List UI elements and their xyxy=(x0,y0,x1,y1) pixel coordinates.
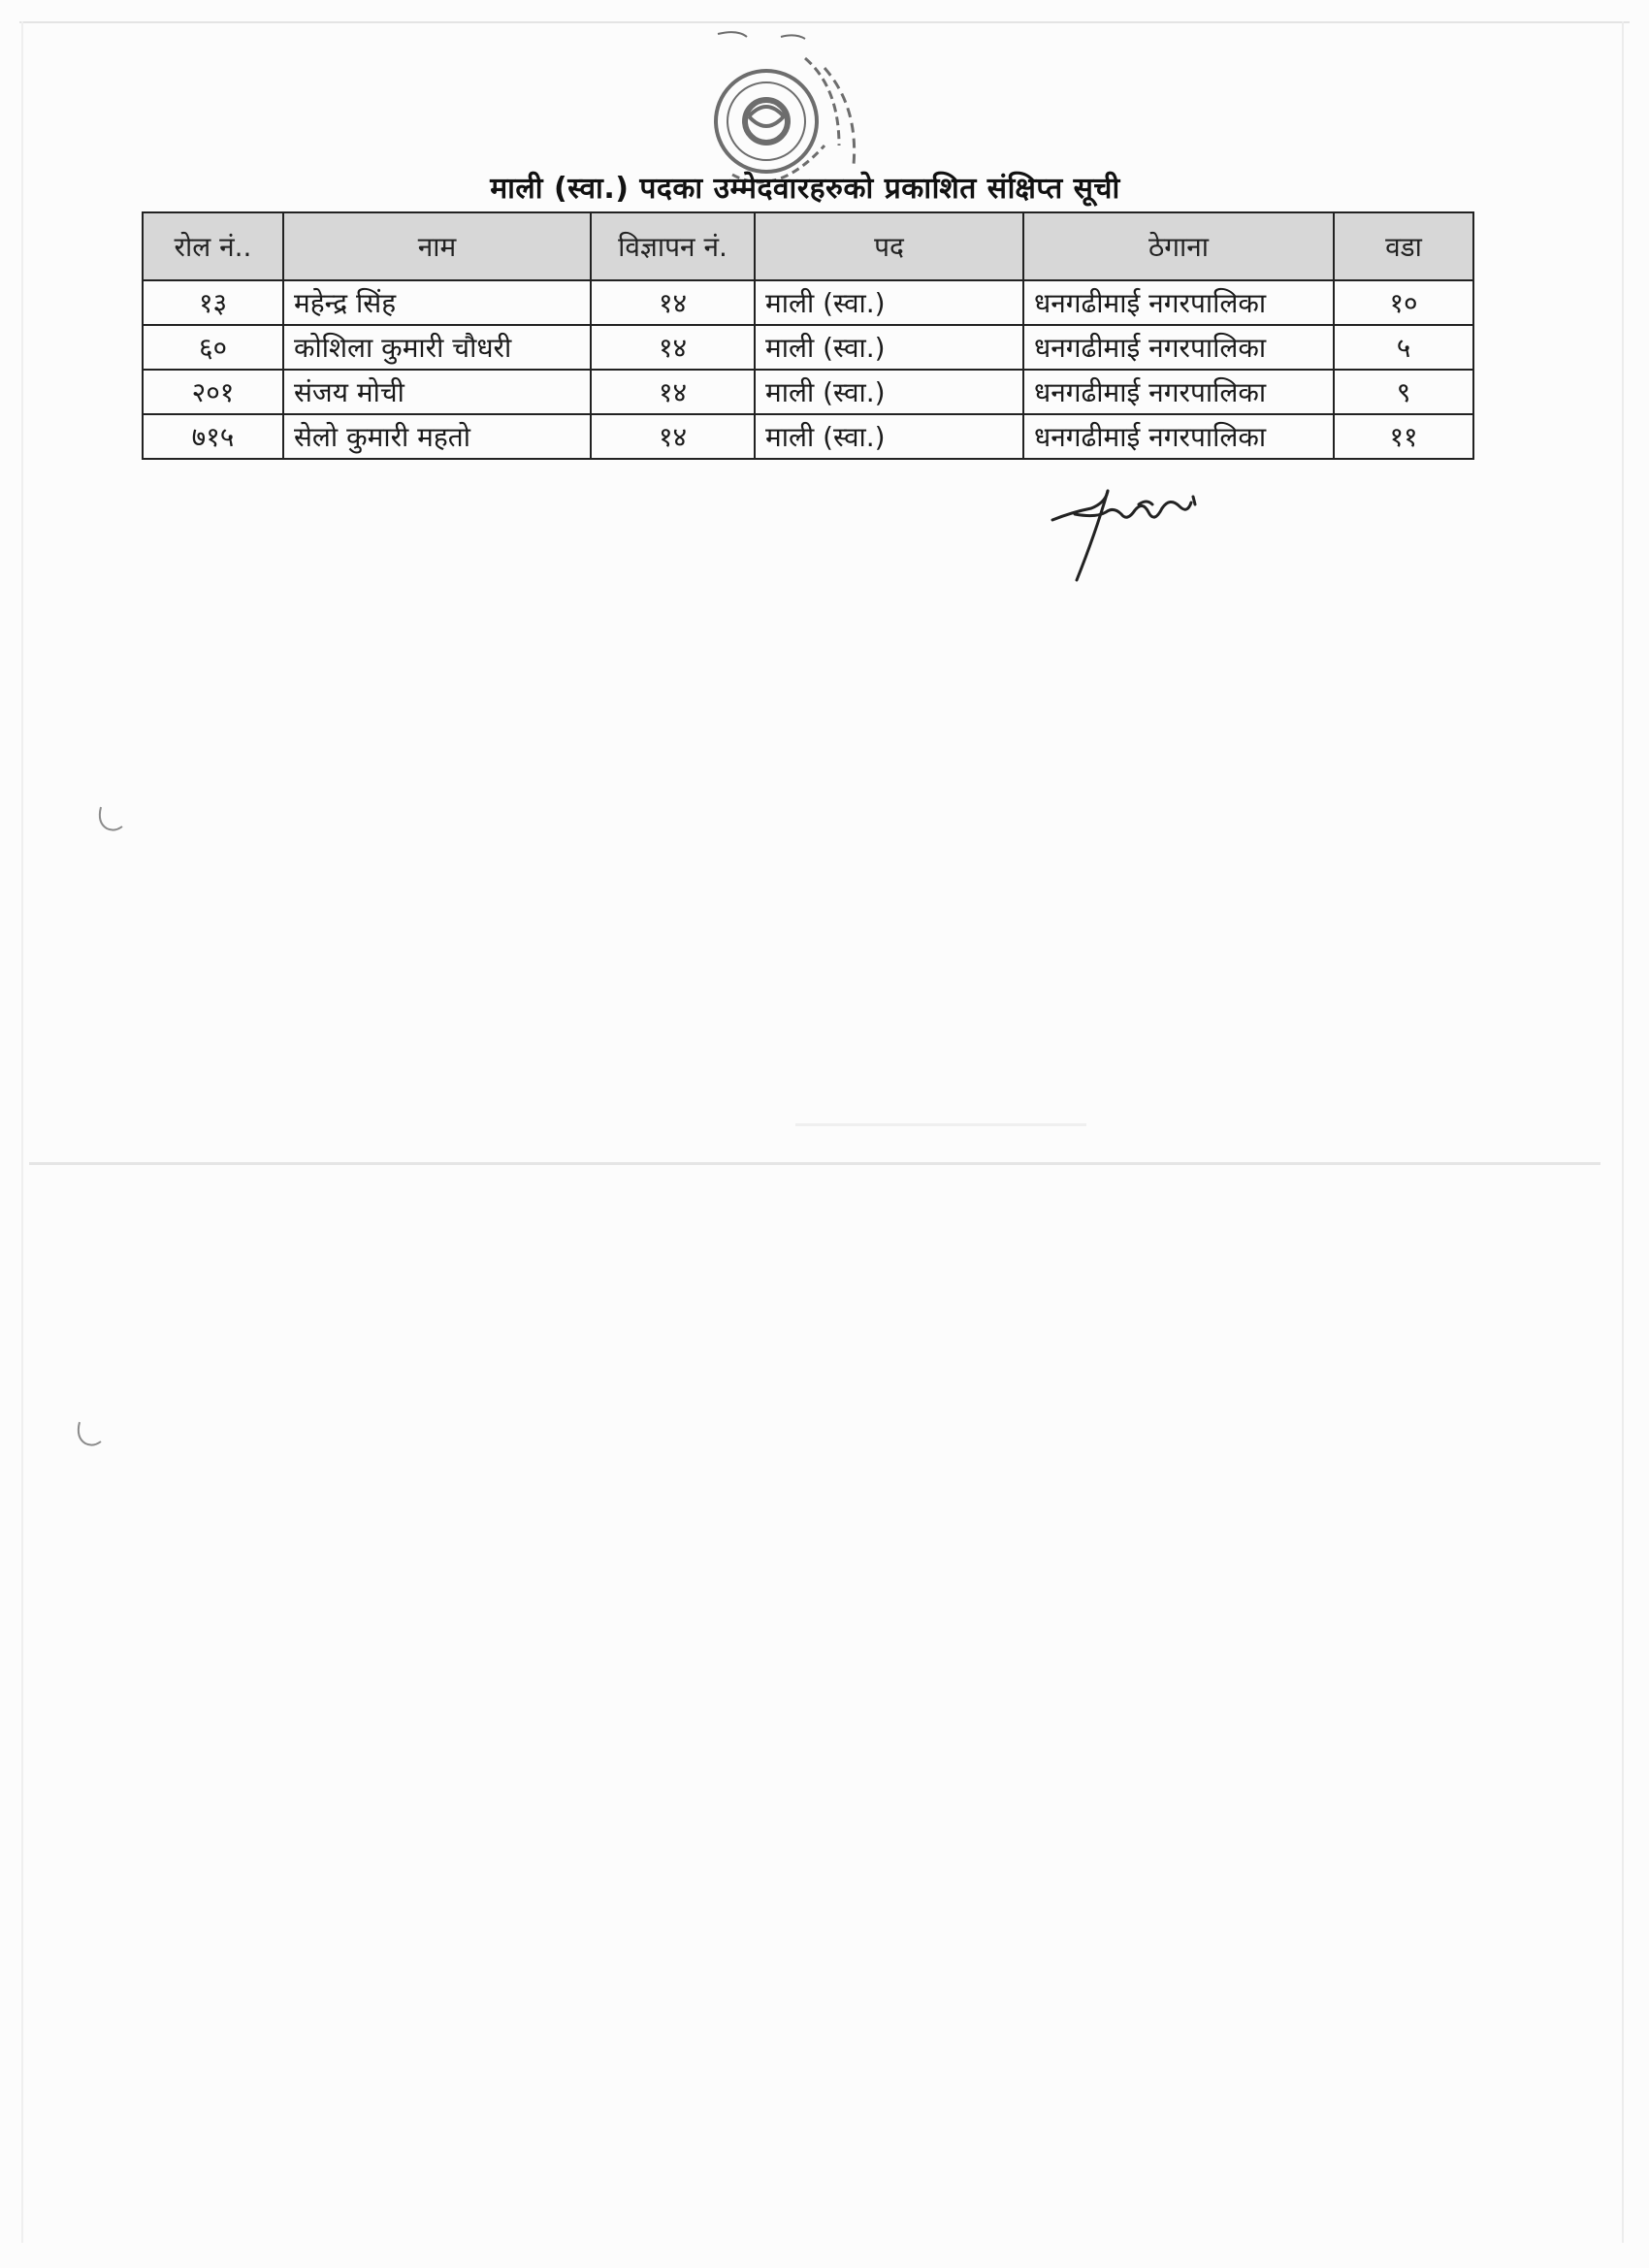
cell-roll-number: ७१५ xyxy=(143,414,283,459)
cell-advertisement-number: १४ xyxy=(591,325,755,370)
document-title: माली (स्वा.) पदका उम्मेदवारहरुको प्रकाशित संक्षिप्त सूची xyxy=(490,172,1120,206)
scan-edge-left xyxy=(21,21,23,2243)
punch-hole-mark xyxy=(93,801,128,836)
table-row xyxy=(143,325,1473,370)
cell-roll-number: १३ xyxy=(143,280,283,325)
cell-name: संजय मोची xyxy=(283,370,591,414)
cell-post: माली (स्वा.) xyxy=(755,325,1023,370)
candidate-table xyxy=(142,211,1474,460)
table-row xyxy=(143,280,1473,325)
cell-address: धनगढीमाई नगरपालिका xyxy=(1023,280,1334,325)
cell-address: धनगढीमाई नगरपालिका xyxy=(1023,325,1334,370)
cell-name: सेलो कुमारी महतो xyxy=(283,414,591,459)
header-name: नाम xyxy=(283,212,591,280)
cell-ward: ११ xyxy=(1334,414,1473,459)
scan-edge-right xyxy=(1622,21,1624,2243)
cell-advertisement-number: १४ xyxy=(591,414,755,459)
cell-name: कोशिला कुमारी चौधरी xyxy=(283,325,591,370)
header-post: पद xyxy=(755,212,1023,280)
cell-post: माली (स्वा.) xyxy=(755,414,1023,459)
table-header-row xyxy=(143,212,1473,280)
cell-advertisement-number: १४ xyxy=(591,370,755,414)
cell-name: महेन्द्र सिंह xyxy=(283,280,591,325)
header-ward: वडा xyxy=(1334,212,1473,280)
cell-address: धनगढीमाई नगरपालिका xyxy=(1023,370,1334,414)
header-address: ठेगाना xyxy=(1023,212,1334,280)
cell-roll-number: २०१ xyxy=(143,370,283,414)
scan-edge-top xyxy=(19,21,1630,23)
handwritten-signature xyxy=(1038,473,1212,599)
header-advertisement-number: विज्ञापन नं. xyxy=(591,212,755,280)
cell-ward: ५ xyxy=(1334,325,1473,370)
header-roll-number: रोल नं.. xyxy=(143,212,283,280)
cell-post: माली (स्वा.) xyxy=(755,280,1023,325)
cell-post: माली (स्वा.) xyxy=(755,370,1023,414)
cell-advertisement-number: १४ xyxy=(591,280,755,325)
cell-ward: १० xyxy=(1334,280,1473,325)
cell-ward: ९ xyxy=(1334,370,1473,414)
punch-hole-mark xyxy=(72,1416,107,1451)
table-row xyxy=(143,370,1473,414)
table-row xyxy=(143,414,1473,459)
cell-roll-number: ६० xyxy=(143,325,283,370)
cell-address: धनगढीमाई नगरपालिका xyxy=(1023,414,1334,459)
scan-streak xyxy=(29,1162,1600,1165)
scan-streak xyxy=(795,1123,1086,1126)
